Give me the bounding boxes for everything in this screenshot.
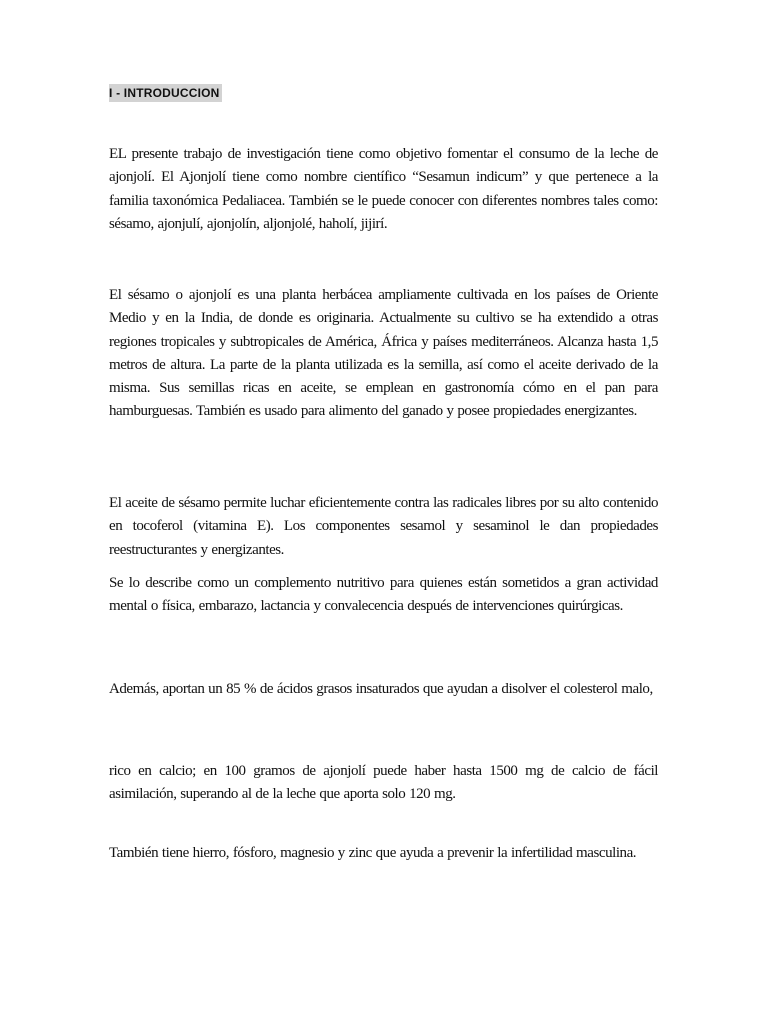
paragraph-sesame-oil: El aceite de sésamo permite luchar eficientemente contra las radicales libres por su alto contenido en tocoferol (vitamina E). Los componentes sesamol y sesaminol le dan propiedades reestructurantes y energizantes. — [109, 495, 658, 558]
paragraph-minerals: También tiene hierro, fósforo, magnesio y zinc que ayuda a prevenir la infertilidad masculina. — [109, 845, 637, 861]
paragraph-plant-description: El sésamo o ajonjolí es una planta herbácea ampliamente cultivada en los países de Oriente Medio y en la India, de donde es originaria. Actualmente su cultivo se ha extendido a otras regiones tropicales y subtropicales de América, África y países mediterráneos. Alcanza hasta 1,5 metros de altura. La parte de la planta utilizada es la semilla, así como el aceite derivado de la misma. Sus semillas ricas en aceite, se emplean en gastronomía cómo en el pan para hamburguesas. También es usado para alimento del ganado y posee propiedades energizantes. — [109, 287, 658, 420]
paragraph-calcium: rico en calcio; en 100 gramos de ajonjolí puede haber hasta 1500 mg de calcio de fácil asimilación, superando al de la leche que aporta solo 120 mg. — [109, 763, 658, 803]
paragraph-nutritional-complement: Se lo describe como un complemento nutritivo para quienes están sometidos a gran actividad mental o física, embarazo, lactancia y convalecencia después de intervenciones quirúrgicas. — [109, 575, 658, 615]
paragraph-intro: EL presente trabajo de investigación tiene como objetivo fomentar el consumo de la leche de ajonjolí. El Ajonjolí tiene como nombre científico “Sesamun indicum” y que pertenece a la familia taxonómica Pedaliacea. También se le puede conocer con diferentes nombres tales como: sésamo, ajonjulí, ajonjolín, aljonjolé, haholí, jijirí. — [109, 146, 658, 232]
section-heading: I - INTRODUCCION — [109, 86, 220, 100]
paragraph-fatty-acids: Además, aportan un 85 % de ácidos grasos insaturados que ayudan a disolver el colesterol malo, — [109, 681, 653, 697]
